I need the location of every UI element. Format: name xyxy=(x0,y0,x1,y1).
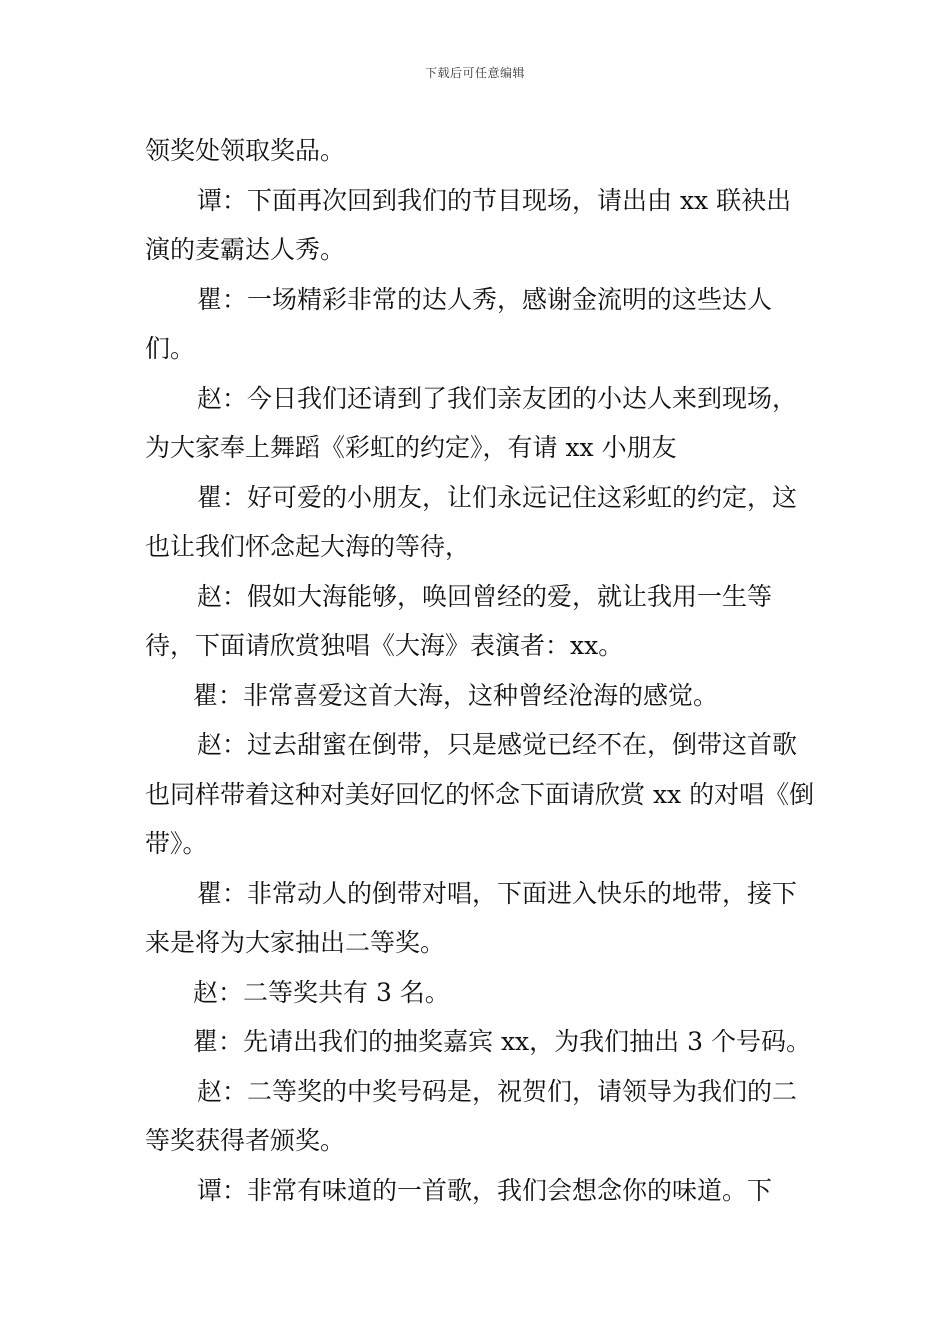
paragraph: 瞿：一场精彩非常的达人秀，感谢金流明的这些达人们。 xyxy=(145,284,773,363)
paragraph: 赵：二等奖共有 3 名。 xyxy=(193,977,450,1007)
paragraph: 瞿：先请出我们的抽奖嘉宾 xx，为我们抽出 3 个号码。 xyxy=(193,1027,811,1056)
paragraph: 瞿：非常动人的倒带对唱，下面进入快乐的地带，接下来是将为大家抽出二等奖。 xyxy=(145,878,798,957)
paragraph: 瞿：好可爱的小朋友，让们永远记住这彩虹的约定，这也让我们怀念起大海的等待， xyxy=(145,482,798,561)
paragraph: 谭：非常有味道的一首歌，我们会想念你的味道。下 xyxy=(197,1175,773,1205)
document-body xyxy=(145,126,815,1215)
page-header: 下载后可任意编辑 xyxy=(424,66,525,80)
paragraph: 赵：过去甜蜜在倒带，只是感觉已经不在，倒带这首歌也同样带着这种对美好回忆的怀念下面请欣赏 xx 的对唱《倒带》。 xyxy=(145,730,815,858)
paragraph: 谭：下面再次回到我们的节目现场，请出由 xx 联袂出演的麦霸达人秀。 xyxy=(145,185,792,264)
paragraph: 领奖处领取奖品。 xyxy=(145,136,346,165)
paragraph: 赵：今日我们还请到了我们亲友团的小达人来到现场，为大家奉上舞蹈《彩虹的约定》，有请 xx 小朋友 xyxy=(145,383,798,462)
paragraph: 瞿：非常喜爱这首大海，这种曾经沧海的感觉。 xyxy=(193,680,719,710)
paragraph: 赵：假如大海能够，唤回曾经的爱，就让我用一生等待，下面请欣赏独唱《大海》表演者：xx。 xyxy=(145,581,773,660)
paragraph: 赵：二等奖的中奖号码是，祝贺们，请领导为我们的二等奖获得者颁奖。 xyxy=(145,1076,798,1155)
